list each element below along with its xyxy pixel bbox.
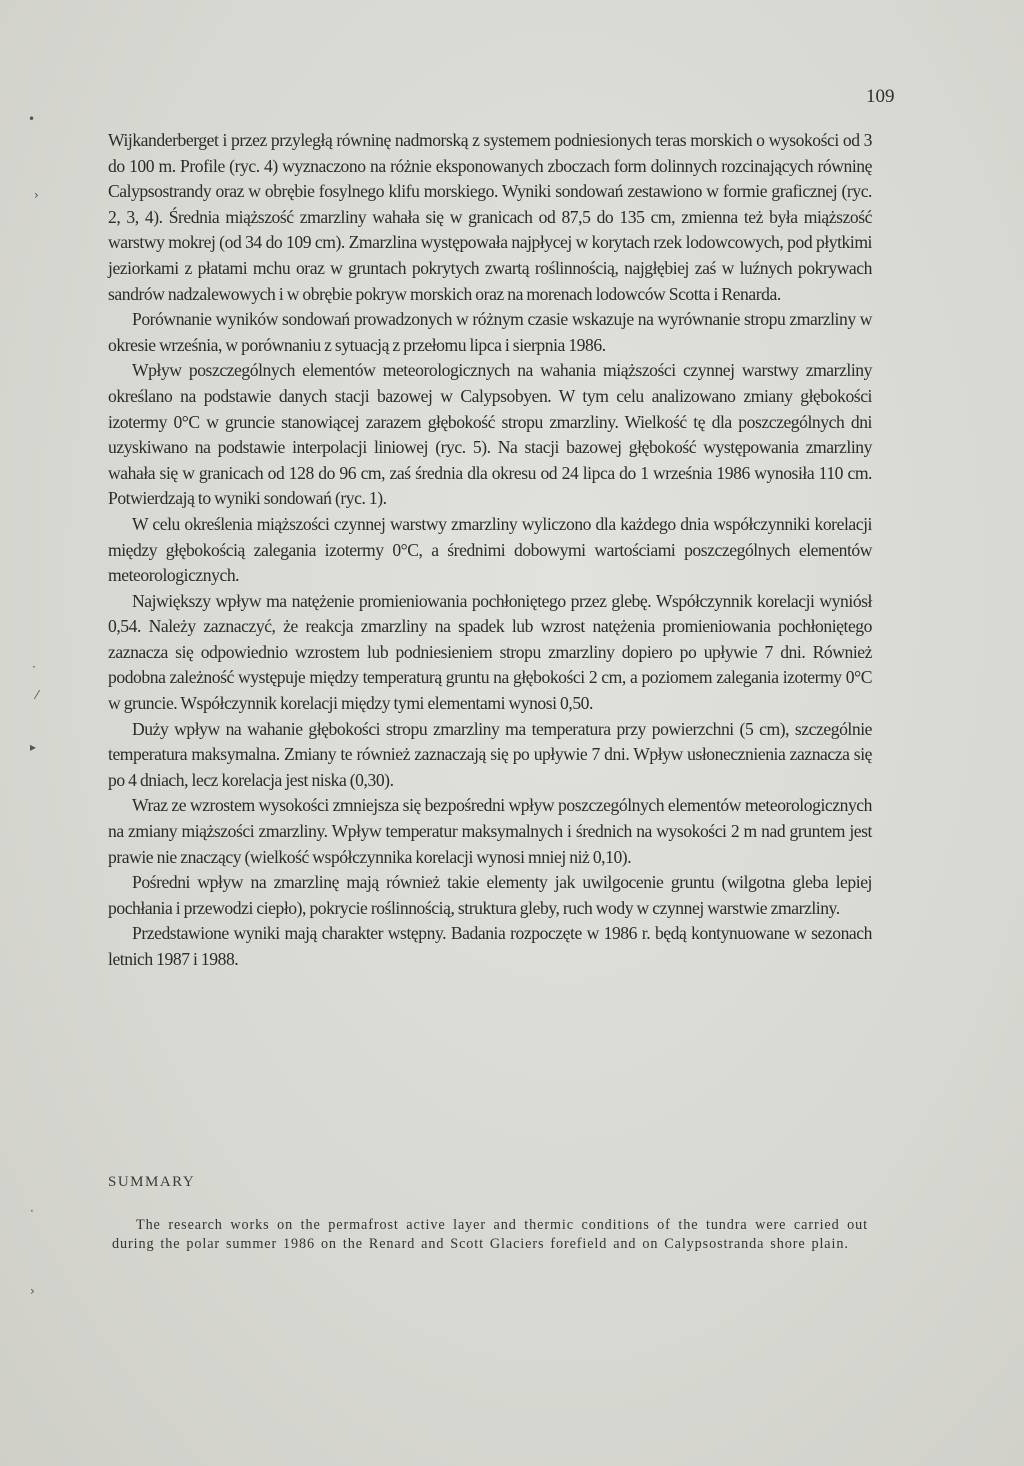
summary-text (112, 1216, 868, 1254)
paragraph: Wpływ poszczególnych elementów meteorologicznych na wahania miąższości czynnej warstwy zmarzliny określano na podstawie danych stacji bazowej w Calypsobyen. W tym celu analizowano zmiany głębokości izotermy 0°C w gruncie stanowiącej zarazem głębokość stropu zmarzliny. Wielkość tę dla poszczególnych dni uzyskiwano na podstawie interpolacji liniowej (ryc. 5). Na stacji bazowej głębokość występowania zmarzliny wahała się w granicach od 128 do 96 cm, zaś średnia dla okresu od 24 lipca do 1 września 1986 wynosiła 110 cm. Potwierdzają to wyniki sondowań (ryc. 1). (108, 360, 872, 509)
scan-mark: · (32, 660, 36, 674)
paragraph: Porównanie wyników sondowań prowadzonych w różnym czasie wskazuje na wyrównanie stropu zmarzliny w okresie września, w porównaniu z sytuacją z przełomu lipca i sierpnia 1986. (108, 309, 872, 355)
scan-mark: › (34, 188, 39, 202)
paragraph: W celu określenia miąższości czynnej warstwy zmarzliny wyliczono dla każdego dnia współczynniki korelacji między głębokością zalegania izotermy 0°C, a średnimi dobowymi wartościami poszczególnych elementów meteorologicznych. (108, 513, 872, 586)
scan-mark: ⁄ (36, 688, 39, 702)
main-body-text (108, 128, 872, 973)
scan-mark: · (30, 1204, 34, 1218)
scan-mark: • (28, 112, 36, 126)
paragraph: Wraz ze wzrostem wysokości zmniejsza się bezpośredni wpływ poszczególnych elementów meteorologicznych na zmiany miąższości zmarzliny. Wpływ temperatur maksymalnych i średnich na wysokości 2 m nad gruntem jest prawie nie znaczący (wielkość współczynnika korelacji wynosi mniej niż 0,10). (108, 795, 872, 867)
paragraph: Pośredni wpływ na zmarzlinę mają również takie elementy jak uwilgocenie gruntu (wilgotna gleba lepiej pochłania i przewodzi ciepło), pokrycie roślinnością, struktura gleby, ruch wody w czynnej warstwie zmarzliny. (108, 872, 872, 918)
scan-mark: › (30, 1284, 35, 1298)
page-number: 109 (866, 86, 895, 107)
summary-heading: SUMMARY (108, 1174, 196, 1190)
scan-mark: ▸ (30, 740, 37, 754)
paragraph: Duży wpływ na wahanie głębokości stropu zmarzliny ma temperatura przy powierzchni (5 cm), szczególnie temperatura maksymalna. Zmiany te również zaznaczają się po upływie 7 dni. Wpływ usłonecznienia zaznacza się po 4 dniach, lecz korelacja jest niska (0,30). (108, 718, 872, 790)
summary-paragraph: The research works on the permafrost active layer and thermic conditions of the tundra were carried out during the polar summer 1986 on the Renard and Scott Glaciers forefield and on Calypsostranda shore plain. (112, 1217, 868, 1252)
paragraph-continuation: Wijkanderberget i przez przyległą równinę nadmorską z systemem podniesionych teras morskich o wysokości od 3 do 100 m. Profile (ryc. 4) wyznaczono na różnie eksponowanych zboczach form dolinnych rozcinających równinę Calypsostrandy oraz w obrębie fosylnego klifu morskiego. Wyniki sondowań zestawiono w formie graficznej (ryc. 2, 3, 4). Średnia miąższość zmarzliny wahała się w granicach od 87,5 do 135 cm, zmienna też była miąższość warstwy mokrej (od 34 do 109 cm). Zmarzlina występowała najpłycej w korytach rzek lodowcowych, pod płytkimi jeziorkami z płatami mchu oraz w gruntach pokrytych zwartą roślinnością, najgłębiej zaś w luźnych pokrywach sandrów nadzalewowych i w obrębie pokryw morskich oraz na morenach lodowców Scotta i Renarda. (108, 130, 872, 304)
paragraph: Największy wpływ ma natężenie promieniowania pochłoniętego przez glebę. Współczynnik korelacji wyniósł 0,54. Należy zaznaczyć, że reakcja zmarzliny na spadek lub wzrost natężenia promieniowania pochłoniętego zaznacza się odpowiednio wzrostem lub podniesieniem stropu zmarzliny dopiero po upływie 7 dni. Również podobna zależność występuje między temperaturą gruntu na głębokości 2 cm, a poziomem zalegania izotermy 0°C w gruncie. Współczynnik korelacji między tymi elementami wynosi 0,50. (108, 590, 872, 714)
paragraph: Przedstawione wyniki mają charakter wstępny. Badania rozpoczęte w 1986 r. będą kontynuowane w sezonach letnich 1987 i 1988. (108, 923, 872, 969)
